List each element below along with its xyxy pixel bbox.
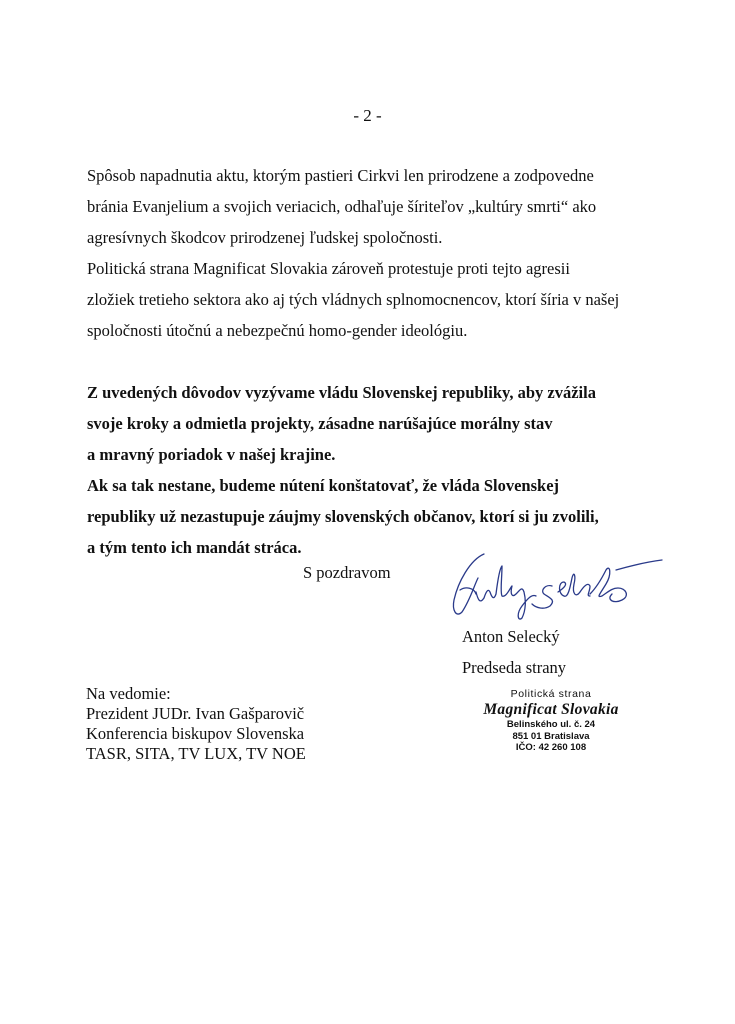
text-line: Spôsob napadnutia aktu, ktorým pastieri Cirkvi len prirodzene a zodpovedne: [87, 166, 594, 185]
text-line: a mravný poriadok v našej krajine.: [87, 445, 336, 464]
signer-block: [462, 621, 566, 683]
text-line: republiky už nezastupuje záujmy slovenských občanov, ktorí si ju zvolili,: [87, 507, 599, 526]
cc-heading: Na vedomie:: [86, 684, 171, 703]
stamp-ico: IČO: 42 260 108: [515, 742, 587, 753]
greeting: S pozdravom: [303, 563, 391, 582]
cc-recipient: Prezident JUDr. Ivan Gašparovič: [86, 704, 305, 723]
party-stamp: [456, 688, 646, 754]
text-line: Z uvedených dôvodov vyzývame vládu Slovenskej republiky, aby zvážila: [87, 383, 596, 402]
page-number: - 2 -: [353, 106, 382, 125]
stamp-street: Belinského ul. č. 24: [506, 719, 596, 730]
text-line: Ak sa tak nestane, budeme nútení konštatovať, že vláda Slovenskej: [87, 476, 560, 495]
cc-recipient: Konferencia biskupov Slovenska: [86, 724, 305, 743]
signer-title: Predseda strany: [462, 658, 567, 677]
handwritten-signature: [440, 548, 665, 630]
stamp-city: 851 01 Bratislava: [512, 730, 590, 742]
text-line: agresívnych škodcov prirodzenej ľudskej spoločnosti.: [87, 228, 443, 247]
stamp-line1: Politická strana: [510, 688, 592, 700]
stamp-party-name: Magnificat Slovakia: [483, 701, 619, 718]
signer-name: Anton Selecký: [462, 627, 560, 646]
cc-block: [86, 684, 306, 764]
text-line: spoločnosti útočnú a nebezpečnú homo-gender ideológiu.: [87, 321, 468, 340]
body-paragraph-1: [87, 160, 687, 346]
text-line: zložiek tretieho sektora ako aj tých vládnych splnomocnencov, ktorí šíria v našej: [87, 290, 620, 309]
text-line: a tým tento ich mandát stráca.: [87, 538, 302, 557]
text-line: svoje kroky a odmietla projekty, zásadne narúšajúce morálny stav: [87, 414, 553, 433]
text-line: Politická strana Magnificat Slovakia zároveň protestuje proti tejto agresii: [87, 259, 570, 278]
cc-recipient: TASR, SITA, TV LUX, TV NOE: [86, 744, 306, 763]
body-paragraph-2-bold: [87, 377, 687, 563]
text-line: bránia Evanjelium a svojich veriacich, odhaľuje šíriteľov „kultúry smrti“ ako: [87, 197, 597, 216]
